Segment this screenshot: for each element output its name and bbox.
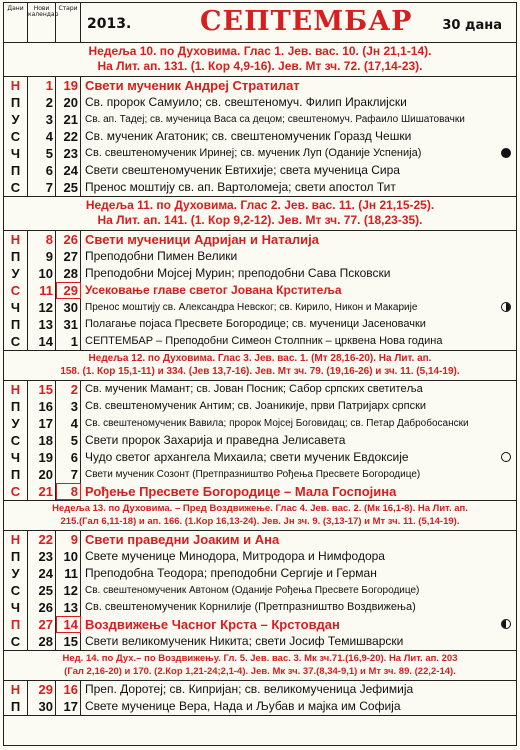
saint-text: Св. свештеномученик Иринеј; св. мученик Луп (Оданије Успенија) xyxy=(85,147,422,159)
weekday-letter: С xyxy=(4,633,28,650)
weekday-letter: Ч xyxy=(4,449,28,466)
saint-description xyxy=(81,282,516,299)
saint-text: Свети мученици Адријан и Наталија xyxy=(85,232,319,247)
day-row xyxy=(4,94,516,111)
weekday-letter: П xyxy=(4,398,28,415)
new-calendar-date: 7 xyxy=(28,179,56,196)
saint-description xyxy=(81,299,516,316)
year-label: 2013. xyxy=(87,16,132,32)
readings-line: 158. (1. Кор 15,1-11) и 334. (Јев 13,7-16). Јев. Мт зч. 79. (19,16-26) и зч. 11. (5,14-19). xyxy=(60,366,460,377)
old-calendar-date: 2 xyxy=(56,381,81,398)
new-calendar-date: 27 xyxy=(28,616,56,633)
saint-description xyxy=(81,548,516,565)
weekday-letter: П xyxy=(4,548,28,565)
saint-text: Св. мученик Мамант; св. Јован Посник; Сабор српских светитеља xyxy=(85,383,423,395)
readings-line: 215.(Гал 6,11-18) и ап. 166. (1.Кор 16,13-24). Јев. Јн зч. 9. (3,13-17) и Мт зч. 11. (5,14-19). xyxy=(60,516,460,527)
new-calendar-date: 23 xyxy=(28,548,56,565)
saint-description xyxy=(81,681,516,698)
saint-description xyxy=(81,248,516,265)
saint-text: Усековање главе светог Јована Крститеља xyxy=(85,283,342,297)
saint-description xyxy=(81,432,516,449)
day-row xyxy=(4,633,516,650)
old-calendar-date: 20 xyxy=(56,94,81,111)
readings-line: (Гал 2,16-20) и 170. (2.Кор 1,21-24;2,1-4). Јев. Мк зч. 37.(8,34-9,1) и Мт зч. 89. (22,2-14). xyxy=(64,666,456,677)
new-calendar-date: 19 xyxy=(28,449,56,466)
saint-description xyxy=(81,179,516,196)
old-calendar-date: 1 xyxy=(56,333,81,350)
old-calendar-date: 22 xyxy=(56,128,81,145)
weeks-container xyxy=(4,43,516,716)
old-calendar-date: 15 xyxy=(56,633,81,650)
old-calendar-date: 16 xyxy=(56,681,81,698)
new-calendar-date: 25 xyxy=(28,582,56,599)
weekday-letter: П xyxy=(4,316,28,333)
weekday-letter: У xyxy=(4,415,28,432)
week-block xyxy=(4,651,516,716)
saint-description xyxy=(81,128,516,145)
weekday-letter: Н xyxy=(4,231,28,248)
weekday-letter: С xyxy=(4,128,28,145)
saint-description xyxy=(81,565,516,582)
readings-line: Недеља 11. по Духовима. Глас 2. Јев. вас. 11. (Јн 21,15-25). xyxy=(85,198,435,212)
saint-text: СЕПТЕМБАР – Преподобни Симеон Столпник – црквена Нова година xyxy=(85,335,443,347)
day-row xyxy=(4,128,516,145)
old-calendar-date: 7 xyxy=(56,466,81,483)
saint-text: Пренос моштију св. Александра Невског; св. Кирило, Никон и Макарије xyxy=(85,302,418,313)
new-calendar-date: 26 xyxy=(28,599,56,616)
week-readings-header xyxy=(4,351,516,381)
weekday-letter: С xyxy=(4,432,28,449)
day-row xyxy=(4,248,516,265)
old-calendar-date: 23 xyxy=(56,145,81,162)
saint-text: Свети праведни Јоаким и Ана xyxy=(85,532,280,547)
weekday-letter: Н xyxy=(4,531,28,548)
weekday-letter: С xyxy=(4,333,28,350)
old-calendar-date: 30 xyxy=(56,299,81,316)
saint-text: Св. свештеномученик Вавила; пророк Мојсеј Боговидац; св. Петар Дабробосански xyxy=(85,418,469,429)
new-calendar-date: 2 xyxy=(28,94,56,111)
readings-line: Недеља 13. по Духовима. – Пред Воздвижење. Глас 4. Јев. вас. 2. (Мк 16,1-8). На Лит. ап. xyxy=(52,503,468,514)
new-calendar-date: 15 xyxy=(28,381,56,398)
new-calendar-date: 13 xyxy=(28,316,56,333)
day-row xyxy=(4,145,516,162)
header-col-days: Дани xyxy=(4,3,28,42)
old-calendar-date: 27 xyxy=(56,248,81,265)
new-calendar-date: 30 xyxy=(28,698,56,715)
day-row xyxy=(4,265,516,282)
saint-description xyxy=(81,483,516,500)
saint-text: Свети мученик Созонт (Претпразништво Рођења Пресвете Богородице) xyxy=(85,469,421,480)
saint-description xyxy=(81,616,516,633)
saint-description xyxy=(81,77,516,94)
weekday-letter: С xyxy=(4,179,28,196)
day-row xyxy=(4,449,516,466)
day-row xyxy=(4,599,516,616)
new-calendar-date: 20 xyxy=(28,466,56,483)
saint-text: Полагање појаса Пресвете Богородице; св. мученици Јасеновачки xyxy=(85,318,426,330)
saint-description xyxy=(81,231,516,248)
new-calendar-date: 16 xyxy=(28,398,56,415)
old-calendar-date: 28 xyxy=(56,265,81,282)
weekday-letter: Н xyxy=(4,381,28,398)
day-row xyxy=(4,333,516,350)
header-col-new-calendar: Нови календар xyxy=(28,3,56,42)
weekday-letter: Н xyxy=(4,681,28,698)
old-calendar-date: 12 xyxy=(56,582,81,599)
day-row xyxy=(4,316,516,333)
readings-line: Нед. 14. по Дух.– по Воздвижењу. Гл. 5. Јев. вас. 3. Мк зч.71.(16,9-20). На Лит. ап. 203 xyxy=(62,653,458,664)
day-row xyxy=(4,111,516,128)
saint-description xyxy=(81,599,516,616)
saint-text: Преподобни Мојсеј Мурин; преподобни Сава Псковски xyxy=(85,266,391,280)
saint-text: Свети великомученик Никита; свети Јосиф Темишварски xyxy=(85,634,404,648)
weekday-letter: П xyxy=(4,162,28,179)
old-calendar-date: 9 xyxy=(56,531,81,548)
moon-phase-icon xyxy=(501,148,511,158)
day-row xyxy=(4,282,516,299)
saint-text: Воздвижење Часног Крста – Крстовдан xyxy=(85,617,340,632)
new-calendar-date: 28 xyxy=(28,633,56,650)
day-row xyxy=(4,398,516,415)
moon-phase-icon xyxy=(501,619,511,629)
moon-phase-icon xyxy=(501,452,511,462)
weekday-letter: Ч xyxy=(4,599,28,616)
day-row xyxy=(4,483,516,500)
day-row xyxy=(4,582,516,599)
new-calendar-date: 9 xyxy=(28,248,56,265)
new-calendar-date: 29 xyxy=(28,681,56,698)
old-calendar-date: 8 xyxy=(56,483,81,500)
saint-text: Чудо светог архангела Михаила; свети мученик Евдоксије xyxy=(85,450,409,464)
week-block xyxy=(4,43,516,197)
weekday-letter: П xyxy=(4,94,28,111)
saint-text: Свети свештеномученик Евтихије; света мученица Сира xyxy=(85,163,400,177)
readings-line: Недеља 12. по Духовима. Глас 3. Јев. вас. 1. (Мт 28,16-20). На Лит. ап. xyxy=(88,353,432,364)
saint-description xyxy=(81,449,516,466)
old-calendar-date: 6 xyxy=(56,449,81,466)
old-calendar-date: 17 xyxy=(56,698,81,715)
saint-description xyxy=(81,111,516,128)
week-readings-header xyxy=(4,43,516,77)
new-calendar-date: 5 xyxy=(28,145,56,162)
day-row xyxy=(4,565,516,582)
saint-description xyxy=(81,633,516,650)
day-row xyxy=(4,299,516,316)
new-calendar-date: 24 xyxy=(28,565,56,582)
old-calendar-date: 24 xyxy=(56,162,81,179)
saint-text: Пренос моштију св. ап. Вартоломеја; свети апостол Тит xyxy=(85,180,396,194)
new-calendar-date: 6 xyxy=(28,162,56,179)
new-calendar-date: 17 xyxy=(28,415,56,432)
saint-description xyxy=(81,94,516,111)
saint-description xyxy=(81,316,516,333)
calendar-header xyxy=(4,3,516,43)
saint-text: Св. свештеномученик Автоном (Оданије Рођења Пресвете Богородице) xyxy=(85,585,420,596)
weekday-letter: Ч xyxy=(4,145,28,162)
old-calendar-date: 4 xyxy=(56,415,81,432)
day-row xyxy=(4,231,516,248)
saint-text: Св. свештеномученик Антим; св. Јоаникије, први Патријарх српски xyxy=(85,400,427,412)
day-row xyxy=(4,415,516,432)
day-row xyxy=(4,681,516,698)
weekday-letter: У xyxy=(4,111,28,128)
day-row xyxy=(4,548,516,565)
calendar-page xyxy=(3,2,517,746)
old-calendar-date: 25 xyxy=(56,179,81,196)
week-readings-header xyxy=(4,651,516,681)
weekday-letter: С xyxy=(4,282,28,299)
old-calendar-date: 13 xyxy=(56,599,81,616)
saint-text: Преподобна Теодора; преподобни Сергије и Герман xyxy=(85,566,377,580)
day-row xyxy=(4,162,516,179)
weekday-letter: С xyxy=(4,582,28,599)
weekday-letter: П xyxy=(4,698,28,715)
week-block xyxy=(4,197,516,351)
old-calendar-date: 29 xyxy=(56,282,81,299)
new-calendar-date: 4 xyxy=(28,128,56,145)
saint-text: Рођење Пресвете Богородице – Мала Госпојина xyxy=(85,484,397,499)
new-calendar-date: 10 xyxy=(28,265,56,282)
old-calendar-date: 31 xyxy=(56,316,81,333)
weekday-letter: Н xyxy=(4,77,28,94)
new-calendar-date: 21 xyxy=(28,483,56,500)
days-count: 30 дана xyxy=(442,18,502,33)
saint-description xyxy=(81,145,516,162)
month-title: СЕПТЕМБАР xyxy=(200,6,413,37)
saint-text: Преподобни Пимен Велики xyxy=(85,249,238,263)
weekday-letter: П xyxy=(4,616,28,633)
old-calendar-date: 21 xyxy=(56,111,81,128)
old-calendar-date: 19 xyxy=(56,77,81,94)
weekday-letter: У xyxy=(4,265,28,282)
new-calendar-date: 3 xyxy=(28,111,56,128)
saint-description xyxy=(81,381,516,398)
weekday-letter: П xyxy=(4,466,28,483)
saint-text: Свете мученице Минодора, Митродора и Нимфодора xyxy=(85,549,385,563)
day-row xyxy=(4,698,516,715)
saint-text: Св. свештеномученик Корнилије (Претпразништво Воздвижења) xyxy=(85,601,416,613)
week-readings-header xyxy=(4,197,516,231)
new-calendar-date: 8 xyxy=(28,231,56,248)
week-readings-header xyxy=(4,501,516,531)
week-block xyxy=(4,351,516,501)
weekday-letter: Ч xyxy=(4,299,28,316)
saint-description xyxy=(81,582,516,599)
new-calendar-date: 1 xyxy=(28,77,56,94)
weekday-letter: С xyxy=(4,483,28,500)
day-row xyxy=(4,531,516,548)
saint-description xyxy=(81,333,516,350)
day-row xyxy=(4,77,516,94)
old-calendar-date: 14 xyxy=(56,616,81,633)
new-calendar-date: 22 xyxy=(28,531,56,548)
old-calendar-date: 3 xyxy=(56,398,81,415)
saint-description xyxy=(81,265,516,282)
saint-description xyxy=(81,415,516,432)
readings-line: Недеља 10. по Духовима. Глас 1. Јев. вас. 10. (Јн 21,1-14). xyxy=(88,44,432,58)
week-block xyxy=(4,501,516,651)
old-calendar-date: 10 xyxy=(56,548,81,565)
old-calendar-date: 26 xyxy=(56,231,81,248)
moon-phase-icon xyxy=(501,302,511,312)
saint-description xyxy=(81,698,516,715)
new-calendar-date: 11 xyxy=(28,282,56,299)
day-row xyxy=(4,381,516,398)
old-calendar-date: 5 xyxy=(56,432,81,449)
day-row xyxy=(4,616,516,633)
day-row xyxy=(4,179,516,196)
saint-text: Свете мученице Вера, Нада и Љубав и мајка им Софија xyxy=(85,699,401,713)
new-calendar-date: 18 xyxy=(28,432,56,449)
readings-line: На Лит. ап. 131. (1. Кор 4,9-16). Јев. Мт зч. 72. (17,14-23). xyxy=(97,59,423,73)
day-row xyxy=(4,466,516,483)
new-calendar-date: 12 xyxy=(28,299,56,316)
saint-description xyxy=(81,466,516,483)
header-col-old-calendar: Стари xyxy=(56,3,81,42)
weekday-letter: У xyxy=(4,565,28,582)
readings-line: На Лит. ап. 141. (1. Кор 9,2-12). Јев. Мт зч. 77. (18,23-35). xyxy=(97,213,423,227)
old-calendar-date: 11 xyxy=(56,565,81,582)
saint-text: Преп. Доротеј; св. Кипријан; св. великомученица Јефимија xyxy=(85,682,414,696)
saint-text: Свети мученик Андреј Стратилат xyxy=(85,78,300,93)
day-row xyxy=(4,432,516,449)
weekday-letter: П xyxy=(4,248,28,265)
saint-description xyxy=(81,162,516,179)
saint-text: Св. ап. Тадеј; св. мученица Васа са децом; свештеномуч. Рафаило Шишатовачки xyxy=(85,114,465,125)
saint-text: Свети пророк Захарија и праведна Јелисавета xyxy=(85,433,346,447)
saint-text: Св. пророк Самуило; св. свештеномуч. Филип Ираклијски xyxy=(85,95,407,109)
saint-description xyxy=(81,531,516,548)
saint-text: Св. мученик Агатоник; св. свештеномученик Горазд Чешки xyxy=(85,129,412,143)
saint-description xyxy=(81,398,516,415)
new-calendar-date: 14 xyxy=(28,333,56,350)
